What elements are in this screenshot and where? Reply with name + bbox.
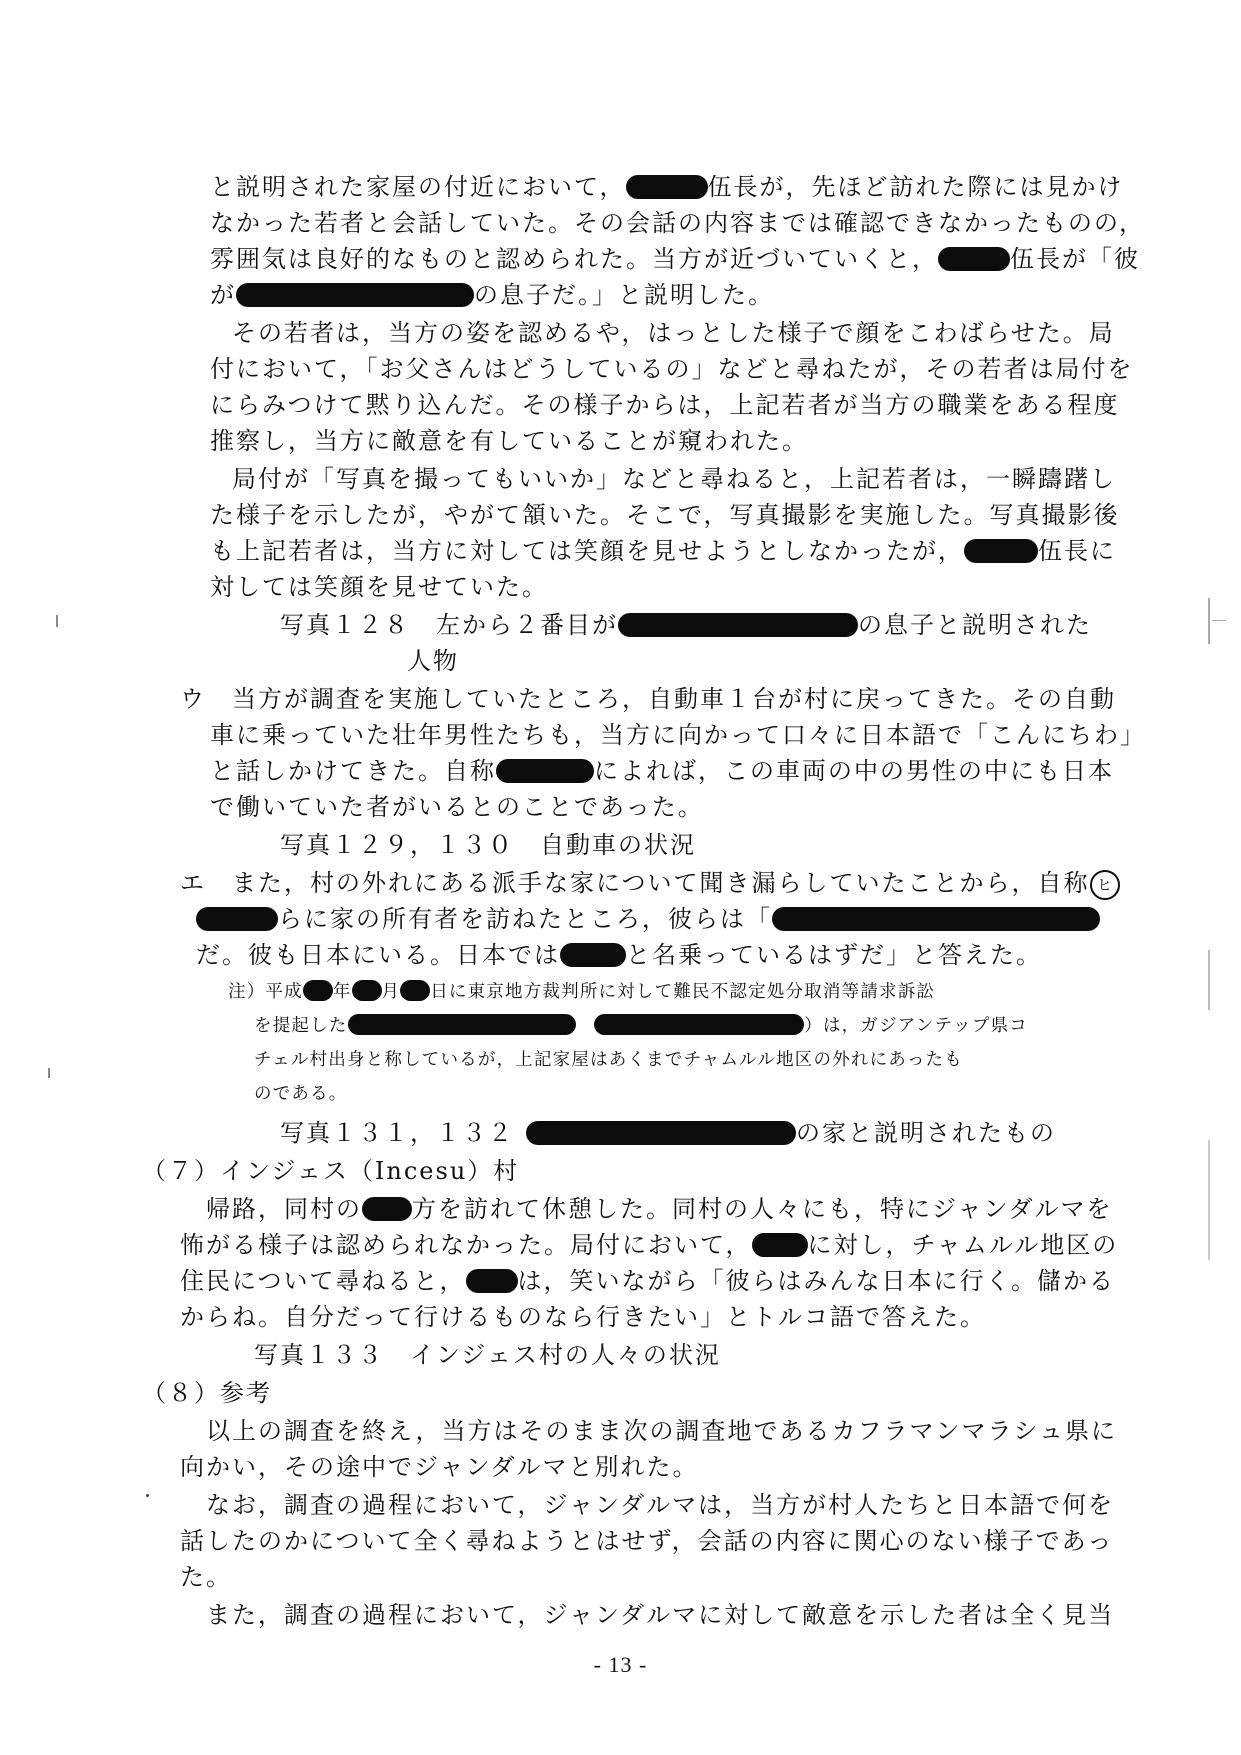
line-text: 日に東京地方裁判所に対して難民不認定処分取消等請求訴訟 — [430, 982, 936, 1002]
line-text: ）は，ガジアンテップ県コ — [804, 1016, 1028, 1036]
line-text: にらみつけて黙り込んだ。その様子からは，上記若者が当方の職業をある程度 — [210, 391, 1120, 419]
line-text: なお，調査の過程において，ジャンダルマは，当方が村人たちと日本語で何を — [206, 1491, 1115, 1519]
photo-caption — [407, 644, 459, 678]
page-number: - 13 - — [593, 1652, 648, 1677]
scan-artifact — [48, 1068, 50, 1078]
section-item-e — [180, 866, 1120, 900]
line-text: の家と説明されたもの — [796, 1119, 1056, 1147]
line-text: で働いていた者がいるとのことであった。 — [210, 793, 704, 821]
line-text: に対し，チャムルル地区の — [807, 1231, 1119, 1259]
line-text: が — [210, 281, 236, 309]
line-text: も上記若者は，当方に対しては笑顔を見せようとしなかったが， — [210, 537, 964, 565]
line-text: 写真１２８ 左から２番目が — [280, 611, 618, 639]
text-line — [206, 1192, 1113, 1226]
redaction-block — [526, 1121, 796, 1145]
text-line — [210, 790, 704, 824]
text-line — [210, 170, 1124, 204]
line-text: （８）参考 — [142, 1379, 272, 1407]
line-text: 帰路，同村の — [206, 1195, 362, 1223]
footnote-line — [254, 1012, 1028, 1040]
text-line — [210, 424, 808, 458]
text-line — [196, 938, 1042, 972]
redaction-block — [352, 980, 382, 1001]
photo-caption — [280, 828, 696, 862]
circled-character: ヒ — [1090, 870, 1120, 900]
text-line — [206, 1488, 1114, 1522]
redaction-block — [594, 1014, 804, 1035]
line-text: ウ 当方が調査を実施していたところ，自動車１台が村に戻ってきた。その自動 — [180, 685, 1116, 713]
line-text: だ。彼も日本にいる。日本では — [196, 941, 560, 969]
text-line — [210, 534, 1116, 568]
line-text: らに家の所有者を訪ねたところ，彼らは「 — [278, 905, 772, 933]
scan-artifact — [1212, 620, 1226, 621]
scan-artifact — [146, 1494, 149, 1497]
text-line — [210, 570, 548, 604]
line-text: 住民について尋ねると， — [180, 1267, 466, 1295]
photo-caption — [280, 1116, 1056, 1150]
scan-artifact — [1208, 1140, 1210, 1260]
text-line — [210, 754, 1114, 788]
line-text: 写真１３３ インジェス村の人々の状況 — [254, 1341, 721, 1369]
line-text: 以上の調査を終え，当方はそのまま次の調査地であるカフラマンマラシュ県に — [206, 1417, 1117, 1445]
line-text: 伍長が，先ほど訪れた際には見かけ — [707, 173, 1124, 201]
redaction-block — [560, 943, 626, 967]
text-line — [210, 278, 774, 312]
line-text: 対しては笑顔を見せていた。 — [210, 573, 548, 601]
text-line — [210, 718, 1146, 752]
redaction-block — [400, 980, 430, 1001]
line-text: からね。自分だって行けるものなら行きたい」とトルコ語で答えた。 — [180, 1303, 986, 1331]
line-text: また，調査の過程において，ジャンダルマに対して敵意を示した者は全く見当 — [206, 1601, 1115, 1629]
line-text: と説明された家屋の付近において， — [210, 173, 626, 201]
text-line — [196, 902, 1100, 936]
redaction-block — [964, 539, 1038, 563]
line-text: 伍長に — [1038, 537, 1116, 565]
text-line — [232, 316, 1115, 350]
line-text: のである。 — [254, 1084, 348, 1104]
text-line — [180, 1450, 699, 1484]
line-text: は，笑いながら「彼らはみんな日本に行く。儲かる — [517, 1267, 1116, 1295]
text-line — [180, 1300, 986, 1334]
line-text: によれば，この車両の中の男性の中にも日本 — [594, 757, 1114, 785]
text-line — [206, 1414, 1117, 1448]
redaction-block — [236, 283, 474, 307]
text-line — [180, 1560, 232, 1594]
redaction-block — [496, 759, 594, 783]
text-line — [180, 1228, 1118, 1262]
line-text: なかった若者と会話していた。その会話の内容までは確認できなかったものの， — [210, 209, 1146, 237]
line-text: と話しかけてきた。自称 — [210, 757, 496, 785]
line-text: 向かい，その途中でジャンダルマと別れた。 — [180, 1453, 699, 1481]
redaction-block — [618, 613, 858, 637]
line-text: の息子と説明された — [858, 611, 1092, 639]
redaction-block — [772, 907, 1100, 931]
text-line — [210, 242, 1140, 276]
line-text: 方を訪れて休憩した。同村の人々にも，特にジャンダルマを — [412, 1195, 1113, 1223]
text-line — [180, 1524, 1113, 1558]
redaction-block — [938, 247, 1010, 271]
line-text: 付において，「お父さんはどうしているの」などと尋ねたが，その若者は局付を — [210, 355, 1134, 383]
line-text: チェル村出身と称しているが，上記家屋はあくまでチャムルル地区の外れにあったも — [254, 1050, 963, 1070]
line-text: （７）インジェス（Incesu）村 — [142, 1157, 520, 1185]
text-line — [210, 388, 1120, 422]
line-text: 年 — [332, 982, 352, 1002]
line-text: 人物 — [407, 647, 459, 675]
redaction-block — [466, 1269, 518, 1293]
section-item-u — [180, 682, 1116, 716]
text-line — [210, 206, 1145, 240]
line-text: た。 — [180, 1563, 232, 1591]
photo-caption — [280, 608, 1092, 642]
text-line — [232, 462, 1116, 496]
line-text: 車に乗っていた壮年男性たちも，当方に向かって口々に日本語で「こんにちわ」 — [210, 721, 1146, 749]
line-text: 注）平成 — [228, 982, 303, 1002]
text-line — [210, 352, 1134, 386]
line-text: 伍長が「彼 — [1010, 245, 1140, 273]
redaction-block — [303, 980, 333, 1001]
line-text: た様子を示したが，やがて頷いた。そこで，写真撮影を実施した。写真撮影後 — [210, 501, 1120, 529]
line-text: 写真１３１，１３２ — [280, 1119, 514, 1147]
redaction-block — [348, 1014, 576, 1035]
scan-artifact — [56, 615, 58, 627]
line-text: 月 — [381, 982, 401, 1002]
line-text: と名乗っているはずだ」と答えた。 — [626, 941, 1042, 969]
line-text: その若者は，当方の姿を認めるや，はっとした様子で顔をこわばらせた。局 — [232, 319, 1115, 347]
line-text: 雰囲気は良好的なものと認められた。当方が近づいていくと， — [210, 245, 938, 273]
footnote-line — [254, 1046, 963, 1074]
line-text: の息子だ。」と説明した。 — [474, 281, 774, 309]
line-text: 話したのかについて全く尋ねようとはせず，会話の内容に関心のない様子であっ — [180, 1527, 1114, 1555]
line-text: 怖がる様子は認められなかった。局付において， — [180, 1231, 752, 1259]
redaction-block — [196, 907, 278, 931]
text-line — [180, 1264, 1115, 1298]
section-heading-7 — [142, 1154, 519, 1188]
redaction-block — [752, 1233, 808, 1257]
photo-caption — [254, 1338, 721, 1372]
line-text: を提起した — [254, 1016, 348, 1036]
line-text: 推察し，当方に敵意を有していることが窺われた。 — [210, 427, 808, 455]
redaction-block — [362, 1197, 412, 1221]
line-text: 局付が「写真を撮ってもいいか」などと尋ねると，上記若者は，一瞬躊躇し — [232, 465, 1116, 493]
text-line — [210, 498, 1120, 532]
footnote-line — [254, 1080, 348, 1108]
section-heading-8 — [142, 1376, 272, 1410]
line-text: エ また，村の外れにある派手な家について聞き漏らしていたことから，自称 — [180, 869, 1090, 897]
footnote-line — [228, 978, 935, 1006]
text-line — [206, 1598, 1114, 1632]
scan-artifact — [1208, 950, 1210, 1010]
redaction-block — [626, 175, 708, 199]
line-text: 写真１２９，１３０ 自動車の状況 — [280, 831, 696, 859]
scan-artifact — [1208, 598, 1210, 644]
